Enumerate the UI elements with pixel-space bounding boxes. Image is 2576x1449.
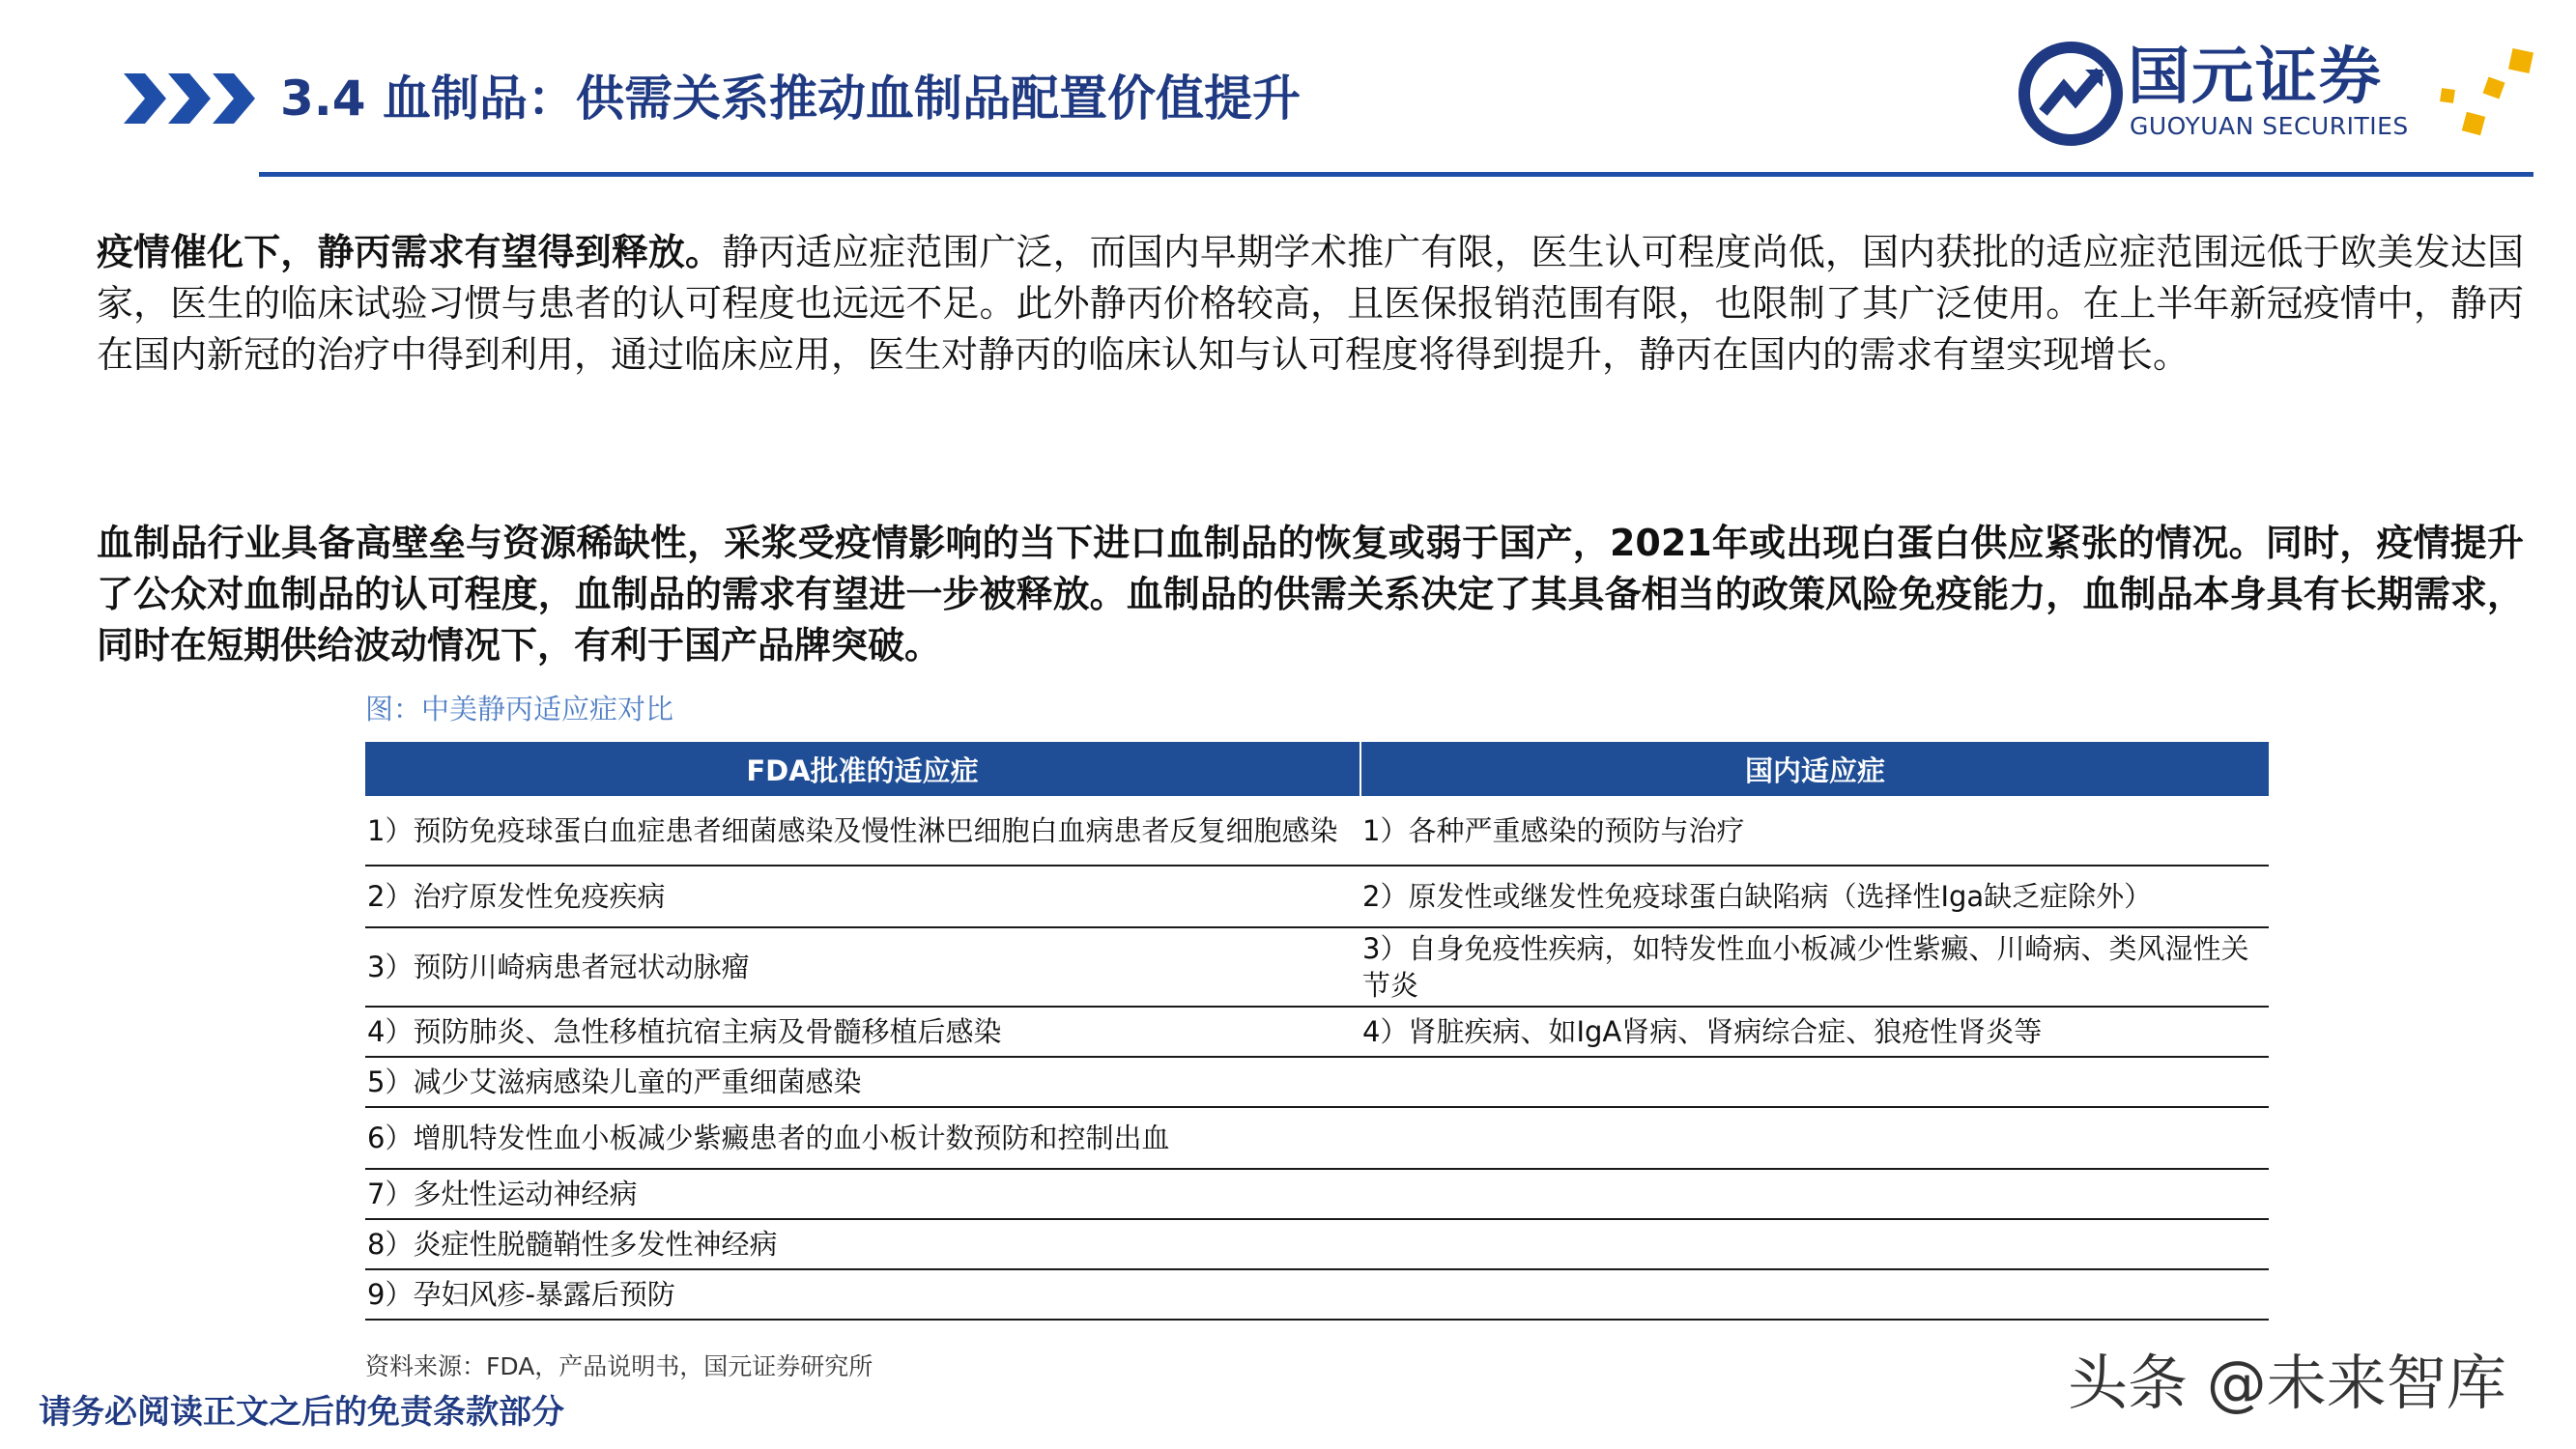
page-title: 3.4 血制品：供需关系推动血制品配置价值提升 <box>280 71 1301 127</box>
title-chevrons-icon <box>124 73 259 124</box>
table-row <box>365 1219 2269 1269</box>
cell-fda: 4）预防肺炎、急性移植抗宿主病及骨髓移植后感染 <box>365 1007 1360 1057</box>
gold-squares-icon <box>2435 46 2541 143</box>
cell-fda: 1）预防免疫球蛋白血症患者细菌感染及慢性淋巴细胞白血病患者反复细胞感染 <box>365 796 1360 866</box>
cell-china: 3）自身免疫性疾病，如特发性血小板减少性紫癜、川崎病、类风湿性关节炎 <box>1360 927 2269 1007</box>
table-row <box>365 866 2269 927</box>
table-header-row <box>365 742 2269 796</box>
disclaimer-note: 请务必阅读正文之后的免责条款部分 <box>39 1393 564 1432</box>
cell-china <box>1360 1169 2269 1219</box>
logo-chinese-name: 国元证券 <box>2128 42 2383 113</box>
cell-china: 1）各种严重感染的预防与治疗 <box>1360 796 2269 866</box>
table-row <box>365 927 2269 1007</box>
cell-china <box>1360 1107 2269 1169</box>
cell-fda: 7）多灶性运动神经病 <box>365 1169 1360 1219</box>
header-fda: FDA批准的适应症 <box>365 742 1360 796</box>
cell-china: 2）原发性或继发性免疫球蛋白缺陷病（选择性Iga缺乏症除外） <box>1360 866 2269 927</box>
cell-china <box>1360 1057 2269 1107</box>
cell-china <box>1360 1269 2269 1320</box>
paragraph-supply-demand: 血制品行业具备高壁垒与资源稀缺性，采浆受疫情影响的当下进口血制品的恢复或弱于国产，2021年或出现白蛋白供应紧张的情况。同时，疫情提升了公众对血制品的认可程度，血制品的需求有望进一步被释放。血制品的供需关系决定了其具备相当的政策风险免疫能力，血制品本身具有长期需求，同时在短期供给波动情况下，有利于国产品牌突破。 <box>97 522 2524 667</box>
table-row <box>365 796 2269 866</box>
indications-table <box>365 742 2269 1321</box>
table-caption: 图：中美静丙适应症对比 <box>365 693 674 725</box>
cell-fda: 8）炎症性脱髓鞘性多发性神经病 <box>365 1219 1360 1269</box>
header-divider <box>259 172 2533 177</box>
logo-english-name: GUOYUAN SECURITIES <box>2130 112 2409 140</box>
cell-fda: 9）孕妇风疹-暴露后预防 <box>365 1269 1360 1320</box>
table-row <box>365 1057 2269 1107</box>
table-row <box>365 1107 2269 1169</box>
guoyuan-logo-icon <box>2018 41 2124 147</box>
table-row <box>365 1007 2269 1057</box>
cell-fda: 2）治疗原发性免疫疾病 <box>365 866 1360 927</box>
cell-fda: 5）减少艾滋病感染儿童的严重细菌感染 <box>365 1057 1360 1107</box>
table-row <box>365 1269 2269 1320</box>
header-china: 国内适应症 <box>1360 742 2269 796</box>
cell-fda: 6）增肌特发性血小板减少紫癜患者的血小板计数预防和控制出血 <box>365 1107 1360 1169</box>
table-row <box>365 1169 2269 1219</box>
table-source: 资料来源：FDA，产品说明书，国元证券研究所 <box>365 1352 873 1380</box>
paragraph-ivig-demand <box>97 227 2524 381</box>
watermark-text: 头条 @未来智库 <box>2068 1348 2506 1418</box>
paragraph-body: 静丙适应症范围广泛，而国内早期学术推广有限，医生认可程度尚低，国内获批的适应症范围远低于欧美发达国家，医生的临床试验习惯与患者的认可程度也远远不足。此外静丙价格较高，且医保报销范围有限，也限制了其广泛使用。在上半年新冠疫情中，静丙在国内新冠的治疗中得到利用，通过临床应用，医生对静丙的临床认知与认可程度将得到提升，静丙在国内的需求有望实现增长。 <box>97 231 2524 376</box>
cell-fda: 3）预防川崎病患者冠状动脉瘤 <box>365 927 1360 1007</box>
cell-china <box>1360 1219 2269 1269</box>
cell-china: 4）肾脏疾病、如IgA肾病、肾病综合症、狼疮性肾炎等 <box>1360 1007 2269 1057</box>
paragraph-lead: 疫情催化下，静丙需求有望得到释放。 <box>97 231 723 273</box>
